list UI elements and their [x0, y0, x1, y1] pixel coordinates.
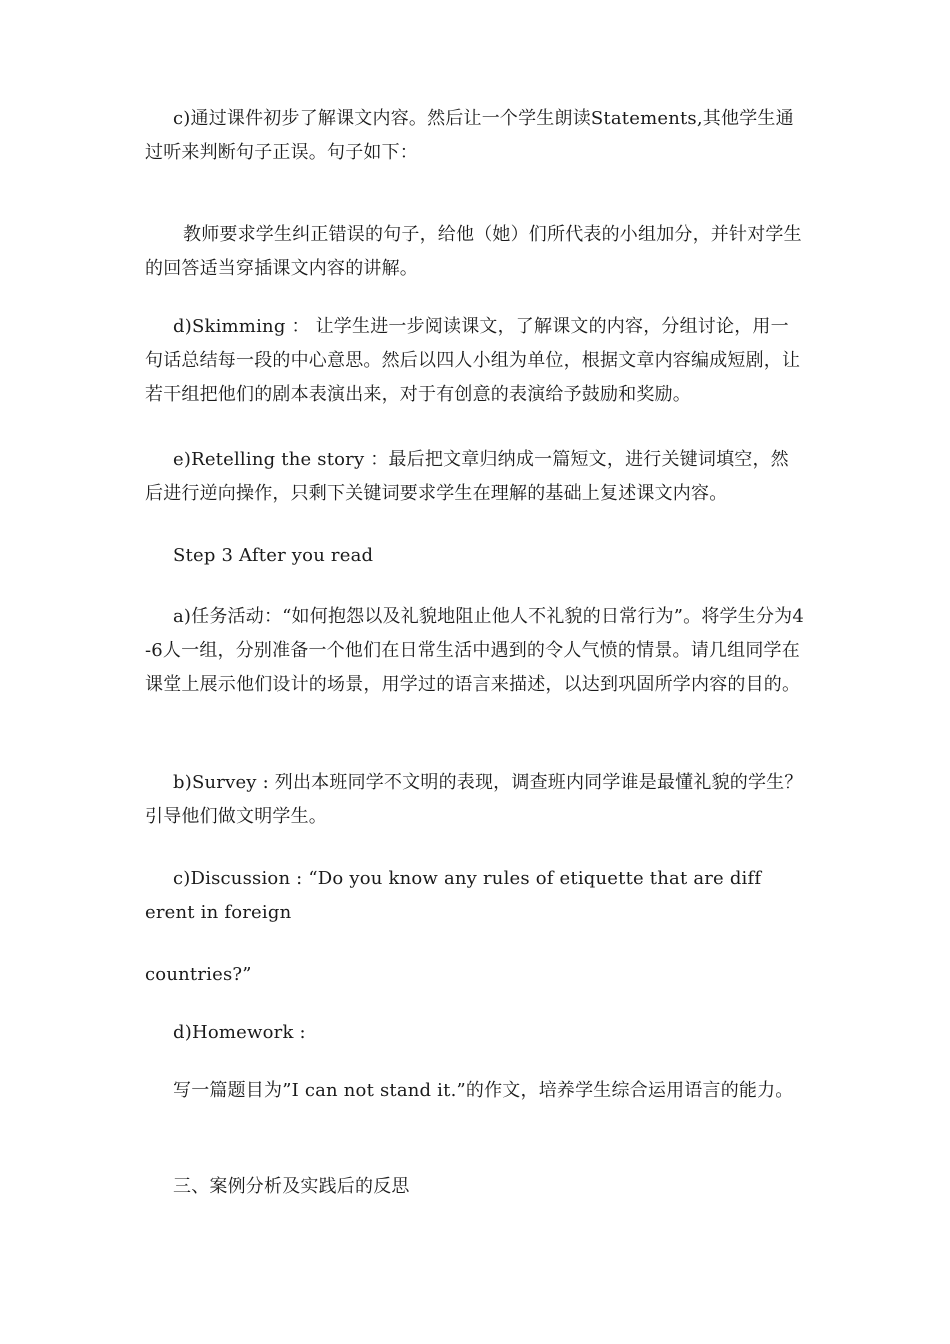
paragraph-e-retelling: e)Retelling the story ：最后把文章归纳成一篇短文，进行关键词填空，然后进行逆向操作，只剩下关键词要求学生在理解的基础上复述课文内容。 — [145, 449, 789, 504]
step3-heading: Step 3 After you read — [173, 545, 374, 566]
paragraph-b-survey: b)Survey : 列出本班同学不文明的表现，调查班内同学谁是最懂礼貌的学生？引导他们做文明学生。 — [145, 772, 803, 827]
paragraph-c-discussion: c)Discussion : “Do you know any rules of etiquette that are different in foreign — [145, 868, 762, 923]
paragraph-c-discussion-continued: countries?” — [145, 964, 252, 985]
paragraph-homework-detail: 写一篇题目为”I can not stand it.”的作文，培养学生综合运用语言的能力。 — [173, 1080, 794, 1101]
paragraph-teacher-correction: 教师要求学生纠正错误的句子，给他（她）们所代表的小组加分，并针对学生的回答适当穿插课文内容的讲解。 — [145, 224, 802, 279]
paragraph-a-task: a)任务活动：“如何抱怨以及礼貌地阻止他人不礼貌的日常行为”。将学生分为4-6人一组，分别准备一个他们在日常生活中遇到的令人气愤的情景。请几组同学在课堂上展示他们设计的场景，用学过的语言来描述，以达到巩固所学内容的目的。 — [145, 606, 805, 695]
section-three-heading: 三、案例分析及实践后的反思 — [173, 1176, 410, 1197]
paragraph-d-skimming: d)Skimming ： 让学生进一步阅读课文，了解课文的内容，分组讨论，用一句话总结每一段的中心意思。然后以四人小组为单位，根据文章内容编成短剧，让若干组把他们的剧本表演出来，对于有创意的表演给予鼓励和奖励。 — [145, 316, 801, 405]
paragraph-d-homework: d)Homework : — [173, 1022, 306, 1043]
paragraph-c-courseware: c)通过课件初步了解课文内容。然后让一个学生朗读Statements,其他学生通过听来判断句子正误。句子如下： — [145, 108, 794, 163]
